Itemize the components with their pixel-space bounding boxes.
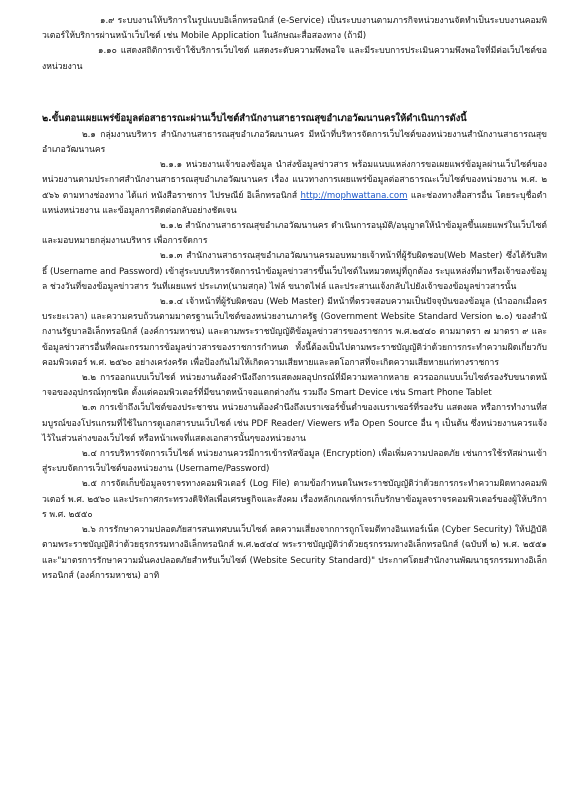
website-link[interactable]: http://mophwattana.com [300,190,408,201]
section-2-heading: ๒.ขั้นตอนเผยแพร่ข้อมูลต่อสาธารณะผ่านเว็บไซต์สำนักงานสาธารณสุขอำเภอวัฒนานครให้ดำเนินการดังนี้ [42,112,467,124]
item-2-1: ๒.๑ กลุ่มงานบริหาร สำนักงานสาธารณสุขอำเภอวัฒนานคร มีหน้าที่บริหารจัดการเว็บไซต์ของหน่วยงานสำนักงานสาธารณสุขอำเภอวัฒนานคร [42,129,547,156]
item-2-6: ๒.๖ การรักษาความปลอดภัยสารสนเทศบนเว็บไซต์ ลดความเสี่ยงจากการถูกโจมตีทางอินเทอร์เน็ต (Cyber Security) ให้ปฏิบัติตามพระราชบัญญัติว่าด้วยธุรกรรมทางอิเล็กทรอนิกส์ พ.ศ.๒๕๔๔ พระราชบัญญัติว่าด้วยธุรกรรมทางอิเล็กทรอนิกส์ (ฉบับที่ ๒) พ.ศ. ๒๕๕๑ และ"มาตรการรักษาความมั่นคงปลอดภัยสำหรับเว็บไซต์ (Website Security Standard)" ประกาศโดยสำนักงานพัฒนาธุรกรรมทางอิเล็กทรอนิกส์ (องค์การมหาชน) อาทิ [42,525,547,581]
item-2-1-1-tail: และช่องทางสื่อสารอื่น โดยระบุชื่อตำแหน่งหน่วยงาน และข้อมูลการติดต่อกลับอย่างชัดเจน [42,190,547,216]
item-2-1-4: ๒.๑.๔ เจ้าหน้าที่ผู้รับผิดชอบ (Web Master) มีหน้าที่ตรวจสอบความเป็นปัจจุบันของข้อมูล (นำออกเมื่อครบระยะเวลา) และความครบถ้วนตามมาตรฐานเว็บไซต์ของหน่วยงานภาครัฐ (Government Website Standard Version ๒.๐) ของสำนักงานรัฐบาลอิเล็กทรอนิกส์ (องค์การมหาชน) และตามพระราชบัญญัติข้อมูลข่าวสารของราชการ พ.ศ.๒๕๔๐ ตามมาตรา ๗ มาตรา ๙ และข้อมูลข่าวสารอื่นที่คณะกรรมการข้อมูลข่าวสารของราชการกำหนด ทั้งนี้ต้องเป็นไปตามพระราชบัญญัติว่าด้วยการกระทำความผิดเกี่ยวกับคอมพิวเตอร์ พ.ศ. ๒๕๖๐ อย่างเคร่งครัด เพื่อป้องกันไม่ให้เกิดความเสียหายและลดโอกาสที่จะเกิดความเสียหายแก่ทางราชการ [42,297,547,368]
item-2-1-1-text: ๒.๑.๑ หน่วยงานเจ้าของข้อมูล นำส่งข้อมูลข่าวสาร พร้อมแนบแหล่งการขอเผยแพร่ข้อมูลผ่านเว็บไซต์ของหน่วยงานตามประกาศสำนักงานสาธารณสุขอำเภอวัฒนานคร เรื่อง แนวทางการเผยแพร่ข้อมูลต่อสาธารณะเว็บไซต์ของหน่วยงาน พ.ศ. ๒๕๖๖ ตามทางช่องทาง ได้แก่ หนังสือราชการ ไปรษณีย์ อิเล็กทรอนิกส์ [42,160,547,201]
item-2-4: ๒.๔ การบริหารจัดการเว็บไซต์ หน่วยงานควรมีการเข้ารหัสข้อมูล (Encryption) เพื่อเพิ่มความปลอดภัย เช่นการใช้รหัสผ่านเข้าสู่ระบบจัดการเว็บไซต์ของหน่วยงาน (Username/Password) [42,449,547,475]
item-2-1-2: ๒.๑.๒ สำนักงานสาธารณสุขอำเภอวัฒนานคร ดำเนินการอนุมัติ/อนุญาตให้นำข้อมูลขึ้นเผยแพร่ในเว็บไซต์ และมอบหมายกลุ่มงานบริหาร เพื่อการจัดการ [42,221,547,247]
item-2-2: ๒.๒ การออกแบบเว็บไซต์ หน่วยงานต้องคำนึงถึงการแสดงผลอุปกรณ์ที่มีความหลากหลาย ควรออกแบบเว็บไซต์รองรับขนาดหน้าจอของอุปกรณ์ทุกชนิด ตั้งแต่คอมพิวเตอร์ที่มีขนาดหน้าจอแตกต่างกัน รวมถึง Smart Device เช่น Smart Phone Tablet [42,373,547,399]
item-2-1-3: ๒.๑.๓ สำนักงานสาธารณสุขอำเภอวัฒนานครมอบหมายเจ้าหน้าที่ผู้รับผิดชอบ(Web Master) ซึ่งได้รับสิทธิ์ (Username and Password) เข้าสู่ระบบบริหารจัดการนำข้อมูลข่าวสารขึ้นเว็บไซต์ในหมวดหมู่ที่ถูกต้อง ระบุแหล่งที่มาหรือเจ้าของข้อมูล ช่วงวันที่ของข้อมูลข่าวสาร วันที่เผยแพร่ ประเภท(นามสกุล) ไฟล์ ขนาดไฟล์ และประสานแจ้งกลับไปยังเจ้าของข้อมูลข่าวสารนั้น [42,251,547,292]
item-1-9: ๑.๙ ระบบงานให้บริการในรูปแบบอิเล็กทรอนิกส์ (e-Service) เป็นระบบงานตามภารกิจหน่วยงานจัดทำเป็นระบบงานคอมพิวเตอร์ให้บริการผ่านหน้าเว็บไซต์ เช่น Mobile Application ในลักษณะสื่อสองทาง (ถ้ามี) [42,16,547,42]
item-2-1-1 [42,158,547,219]
item-1-10: ๑.๑๐ แสดงสถิติการเข้าใช้บริการเว็บไซต์ แสดงระดับความพึงพอใจ และมีระบบการประเมินความพึงพอใจที่มีต่อเว็บไซต์ของหน่วยงาน [42,46,547,72]
item-2-3: ๒.๓ การเข้าถึงเว็บไซต์ของประชาชน หน่วยงานต้องคำนึงถึงเบราเซอร์ขั้นต่ำของเบราเซอร์ที่รองรับ แสดงผล หรือการทำงานที่สมบูรณ์ของโปรแกรมที่ใช้ในการดูเอกสารบนเว็บไซต์ เช่น PDF Reader/ Viewers หรือ Open Source อื่น ๆ เป็นต้น ซึ่งหน่วยงานควรแจ้งไว้ในส่วนล่างของเว็บไซต์ หรือหน้าเพจที่แสดงเอกสารนั้นๆของหน่วยงาน [42,403,547,444]
item-2-5: ๒.๕ การจัดเก็บข้อมูลจราจรทางคอมพิวเตอร์ (Log File) ตามข้อกำหนดในพระราชบัญญัติว่าด้วยการกระทำความผิดทางคอมพิวเตอร์ พ.ศ. ๒๕๖๐ และประกาศกระทรวงดิจิทัลเพื่อเศรษฐกิจและสังคม เรื่องหลักเกณฑ์การเก็บรักษาข้อมูลจราจรคอมพิวเตอร์ของผู้ให้บริการ พ.ศ. ๒๕๕๐ [42,479,547,520]
